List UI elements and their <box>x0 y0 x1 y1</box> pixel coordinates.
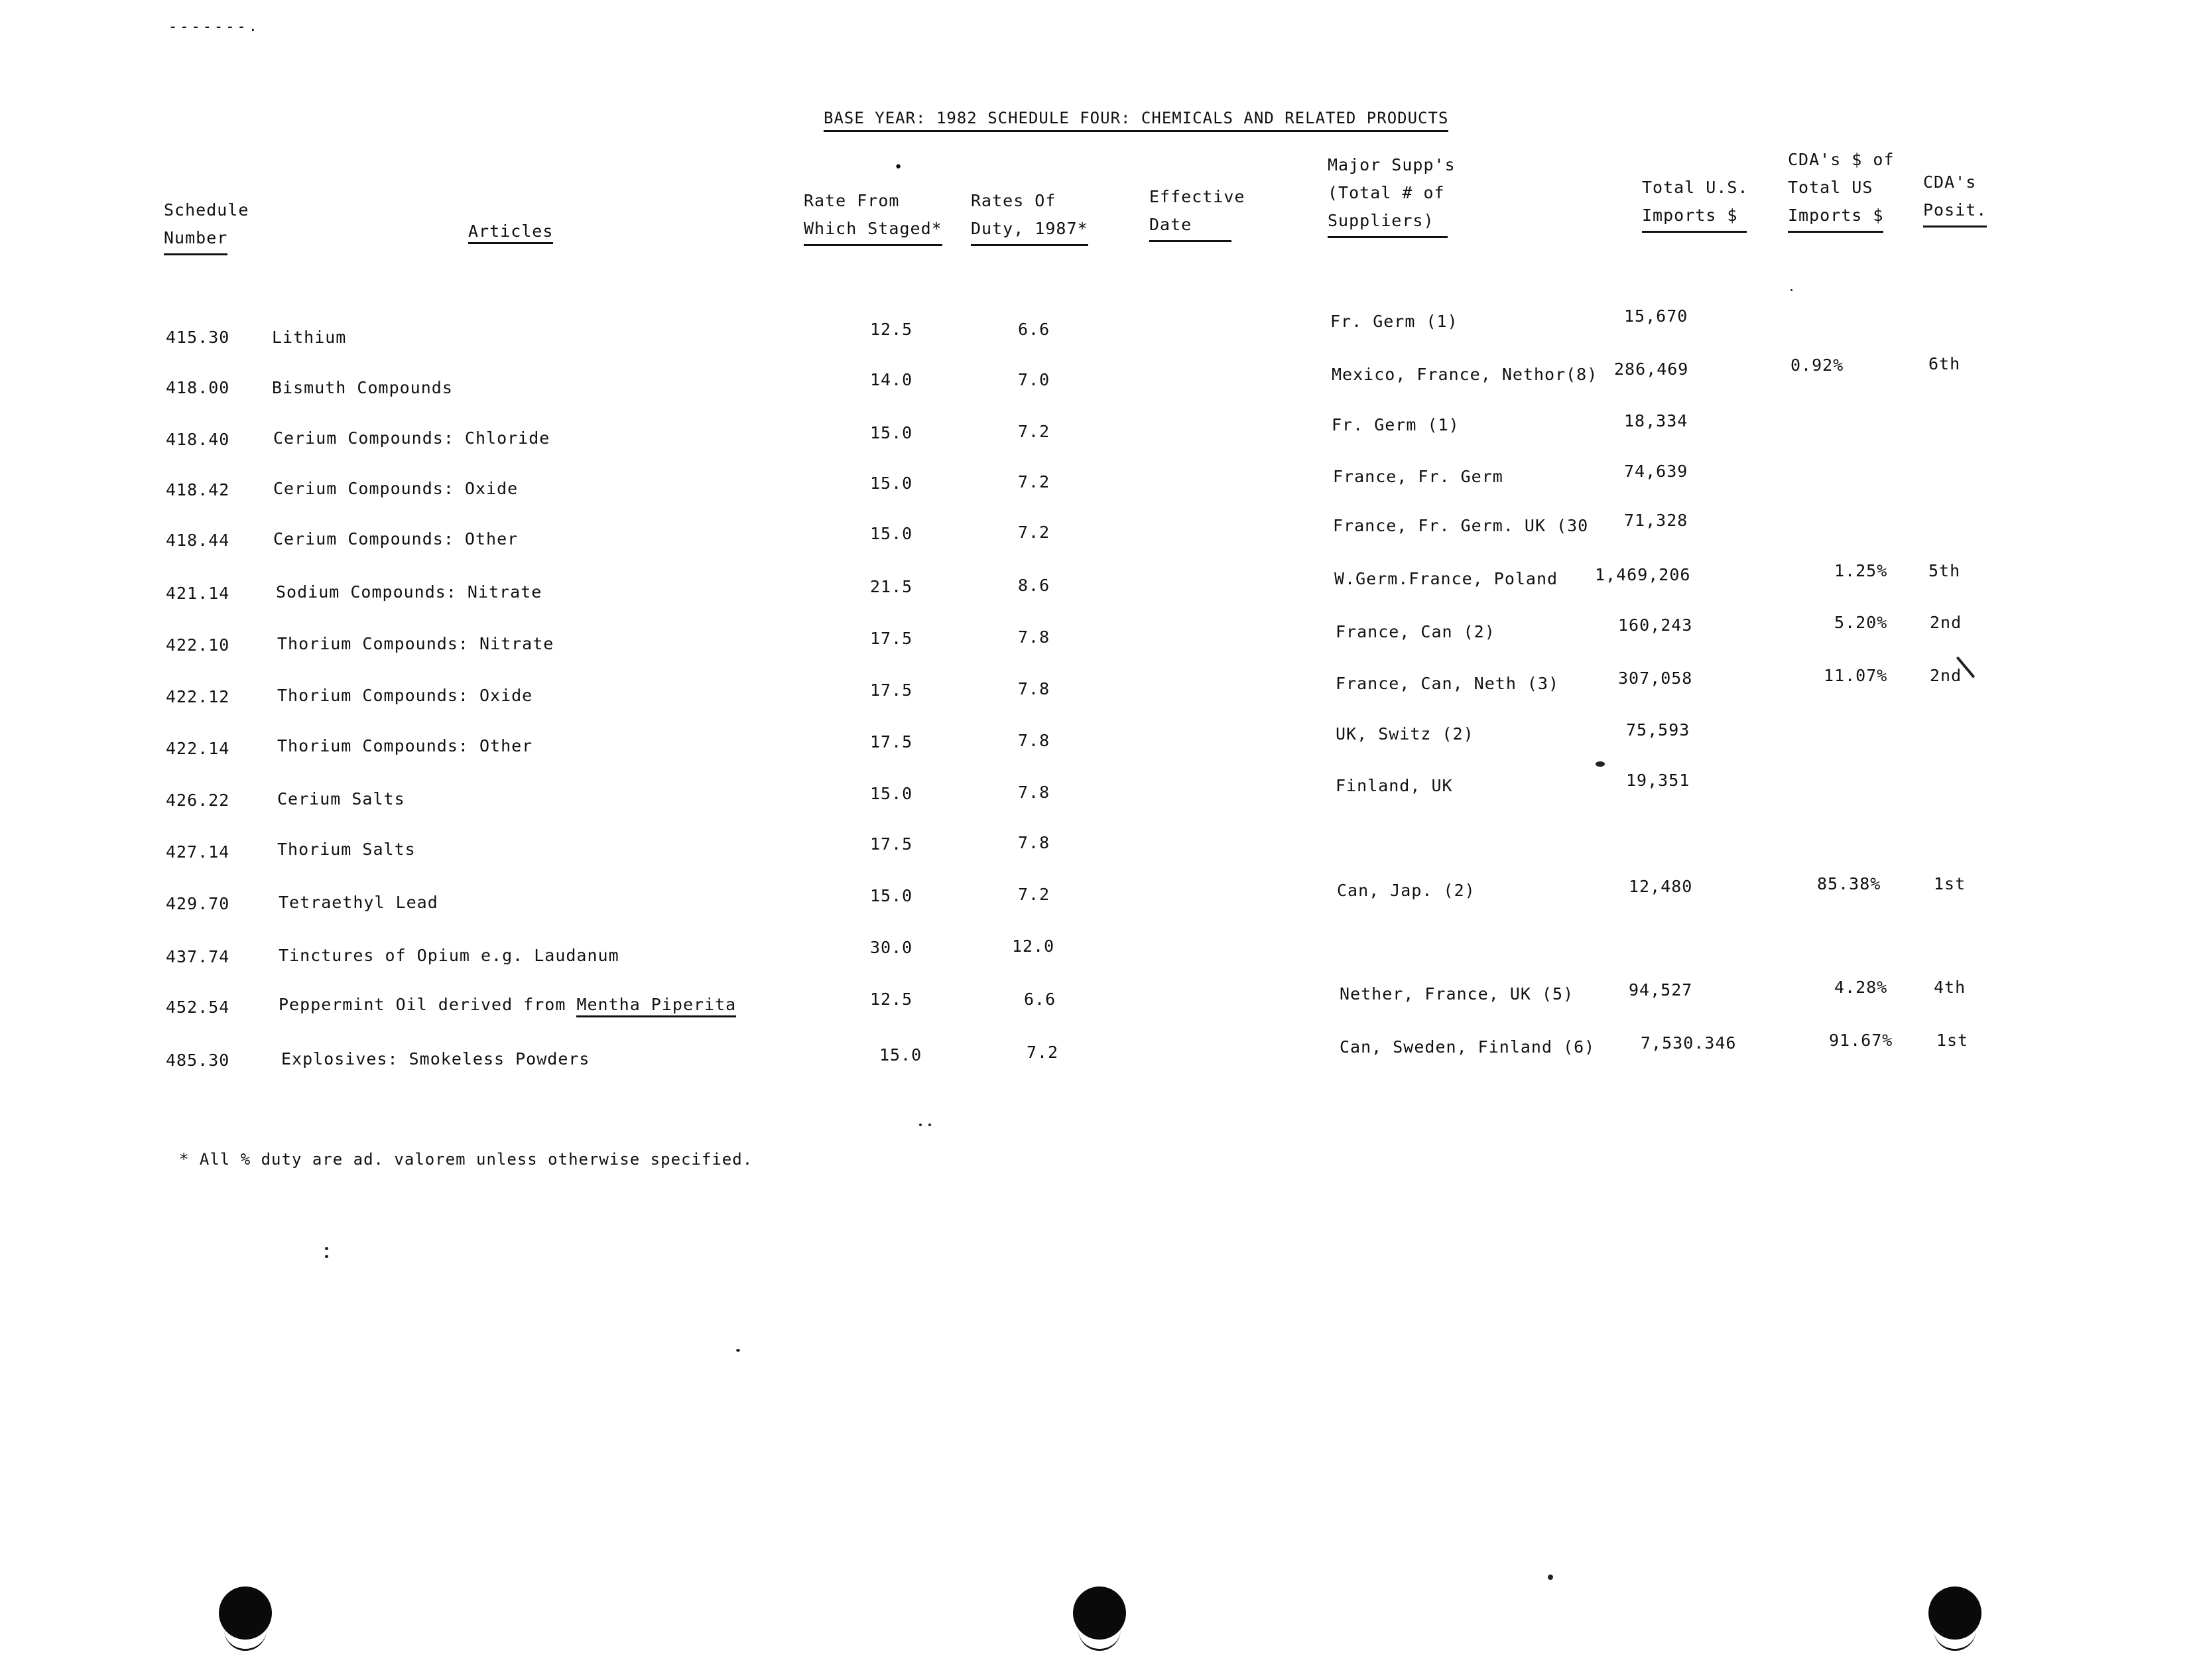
cell-article: Tetraethyl Lead <box>279 893 438 912</box>
cell-article: Cerium Salts <box>277 789 405 808</box>
cell-rate-1987: 7.8 <box>1018 627 1050 647</box>
cell-rate-1987: 6.6 <box>1018 320 1050 339</box>
cell-total-imports: 286,469 <box>1614 359 1689 379</box>
cell-suppliers: France, Can, Neth (3) <box>1336 674 1560 693</box>
cell-rate-from: 12.5 <box>870 990 913 1009</box>
cell-suppliers: Nether, France, UK (5) <box>1340 984 1574 1003</box>
scan-speck <box>325 1255 328 1258</box>
cell-cda-share: 1.25% <box>1834 561 1888 580</box>
cell-rate-1987: 7.2 <box>1018 523 1050 542</box>
cell-article: Cerium Compounds: Oxide <box>273 479 519 498</box>
binder-hole-right <box>1928 1586 1981 1640</box>
scan-speck <box>736 1349 740 1352</box>
cell-rate-from: 17.5 <box>870 680 913 700</box>
cell-rate-from: 30.0 <box>870 938 913 957</box>
cell-number: 452.54 <box>166 998 230 1017</box>
article-underlined-text: Mentha Piperita <box>576 995 736 1017</box>
cell-total-imports: 7,530.346 <box>1641 1033 1737 1053</box>
scan-speck <box>1596 761 1605 767</box>
cell-number: 418.40 <box>166 430 230 449</box>
cell-cda-share: 4.28% <box>1834 978 1888 997</box>
cell-article: Cerium Compounds: Chloride <box>273 428 550 448</box>
scan-speck <box>325 1247 328 1250</box>
cell-cda-share: 85.38% <box>1817 874 1881 893</box>
cell-number: 485.30 <box>166 1051 230 1070</box>
cell-rate-from: 15.0 <box>870 784 913 803</box>
cell-position: 2nd <box>1930 666 1962 685</box>
cell-suppliers: France, Fr. Germ. UK (30 <box>1333 516 1589 535</box>
header-rates-1987: Rates Of Duty, 1987* <box>971 187 1088 246</box>
cell-total-imports: 1,469,206 <box>1595 565 1691 584</box>
header-articles: Articles <box>468 218 553 245</box>
cell-rate-1987: 7.2 <box>1018 422 1050 441</box>
cell-number: 422.12 <box>166 687 230 706</box>
cell-rate-1987: 7.2 <box>1027 1043 1059 1062</box>
header-schedule-number: Schedule Number <box>164 196 249 255</box>
cell-suppliers: W.Germ.France, Poland <box>1334 569 1558 588</box>
cell-rate-from: 15.0 <box>870 524 913 543</box>
footnote: * All % duty are ad. valorem unless otherwise specified. <box>179 1150 753 1169</box>
cell-rate-from: 15.0 <box>879 1045 922 1065</box>
page-title: BASE YEAR: 1982 SCHEDULE FOUR: CHEMICALS AND RELATED PRODUCTS <box>824 109 1448 132</box>
cell-position: 1st <box>1934 874 1966 893</box>
cell-suppliers: Can, Sweden, Finland (6) <box>1340 1037 1596 1057</box>
cell-rate-1987: 7.8 <box>1018 679 1050 698</box>
cell-article: Bismuth Compounds <box>272 378 453 397</box>
cell-cda-share: 5.20% <box>1834 613 1888 632</box>
cell-rate-from: 12.5 <box>870 320 913 339</box>
cell-number: 421.14 <box>166 584 230 603</box>
cell-rate-1987: 7.8 <box>1018 833 1050 852</box>
cell-article: Thorium Compounds: Nitrate <box>277 634 554 653</box>
cell-suppliers: Can, Jap. (2) <box>1337 881 1475 900</box>
cell-article: Lithium <box>272 328 347 347</box>
cell-rate-1987: 7.8 <box>1018 783 1050 802</box>
cell-cda-share: 11.07% <box>1824 666 1888 685</box>
cell-suppliers: Fr. Germ (1) <box>1330 312 1458 331</box>
cell-total-imports: 71,328 <box>1624 511 1688 530</box>
cell-rate-1987: 8.6 <box>1018 576 1050 595</box>
cell-total-imports: 94,527 <box>1629 980 1693 1000</box>
header-total-us-imports: Total U.S. Imports $ <box>1642 174 1749 233</box>
cell-article: Tinctures of Opium e.g. Laudanum <box>279 946 619 965</box>
header-rate-from: Rate From Which Staged* <box>804 187 942 246</box>
cell-rate-from: 15.0 <box>870 474 913 493</box>
cell-rate-from: 21.5 <box>870 577 913 596</box>
cell-suppliers: Mexico, France, Nethor(8) <box>1332 365 1598 384</box>
scan-speck <box>1790 289 1792 291</box>
header-major-supps: Major Supp's (Total # of Suppliers) <box>1328 151 1456 238</box>
cell-total-imports: 160,243 <box>1618 615 1693 635</box>
cell-number: 418.00 <box>166 378 230 397</box>
cell-position: 4th <box>1934 978 1966 997</box>
cell-rate-1987: 7.8 <box>1018 731 1050 750</box>
cell-suppliers: Fr. Germ (1) <box>1332 415 1460 434</box>
cell-total-imports: 74,639 <box>1624 462 1688 481</box>
cell-suppliers: France, Can (2) <box>1336 622 1495 641</box>
cell-article: Thorium Compounds: Oxide <box>277 686 533 705</box>
cell-number: 422.10 <box>166 635 230 655</box>
cell-total-imports: 19,351 <box>1626 771 1690 790</box>
cell-number: 422.14 <box>166 739 230 758</box>
cell-cda-share: 91.67% <box>1829 1031 1893 1050</box>
cell-number: 437.74 <box>166 947 230 966</box>
cell-number: 426.22 <box>166 791 230 810</box>
cell-number: 427.14 <box>166 842 230 862</box>
cell-total-imports: 18,334 <box>1624 411 1688 430</box>
cell-suppliers: UK, Switz (2) <box>1336 724 1474 743</box>
cell-article: Cerium Compounds: Other <box>273 529 519 549</box>
cell-cda-share: 0.92% <box>1790 355 1844 375</box>
cell-number: 418.42 <box>166 480 230 499</box>
cell-rate-1987: 7.2 <box>1018 472 1050 491</box>
cell-position: 5th <box>1928 561 1961 580</box>
cell-article: Explosives: Smokeless Powders <box>281 1049 590 1068</box>
cell-position: 6th <box>1928 354 1961 373</box>
cell-number: 415.30 <box>166 328 230 347</box>
cell-suppliers: France, Fr. Germ <box>1333 467 1503 486</box>
cell-rate-1987: 7.0 <box>1018 370 1050 389</box>
scan-speck <box>919 1124 922 1126</box>
cell-total-imports: 75,593 <box>1626 720 1690 740</box>
cell-total-imports: 15,670 <box>1624 306 1688 326</box>
header-cda-share: CDA's $ of Total US Imports $ <box>1788 146 1895 233</box>
cell-article <box>279 995 736 1014</box>
header-cda-position: CDA's Posit. <box>1923 168 1987 227</box>
binder-hole-center <box>1073 1586 1126 1640</box>
cell-total-imports: 307,058 <box>1618 669 1693 688</box>
cell-number: 418.44 <box>166 531 230 550</box>
cell-rate-from: 17.5 <box>870 732 913 751</box>
cell-suppliers: Finland, UK <box>1336 776 1453 795</box>
cell-rate-from: 17.5 <box>870 629 913 648</box>
cell-rate-1987: 6.6 <box>1024 990 1056 1009</box>
cell-rate-from: 17.5 <box>870 834 913 854</box>
cell-article: Sodium Compounds: Nitrate <box>276 582 542 602</box>
cell-rate-from: 15.0 <box>870 423 913 442</box>
asterisk-mark: • <box>894 159 904 176</box>
cell-number: 429.70 <box>166 894 230 913</box>
cell-article: Thorium Salts <box>277 840 416 859</box>
cell-position: 1st <box>1936 1031 1969 1050</box>
cell-article: Thorium Compounds: Other <box>277 736 533 755</box>
cell-rate-1987: 7.2 <box>1018 885 1050 904</box>
scan-speck <box>1548 1575 1553 1580</box>
binder-hole-left <box>219 1586 272 1640</box>
scan-speck <box>928 1124 931 1126</box>
cell-rate-from: 15.0 <box>870 886 913 905</box>
header-effective-date: Effective Date <box>1149 183 1245 242</box>
article-text: Peppermint Oil derived from <box>279 995 577 1014</box>
cell-position: 2nd <box>1930 613 1962 632</box>
cell-total-imports: 12,480 <box>1629 877 1693 896</box>
top-marks: -------. <box>168 19 260 35</box>
cell-rate-from: 14.0 <box>870 370 913 389</box>
cell-rate-1987: 12.0 <box>1012 937 1055 956</box>
